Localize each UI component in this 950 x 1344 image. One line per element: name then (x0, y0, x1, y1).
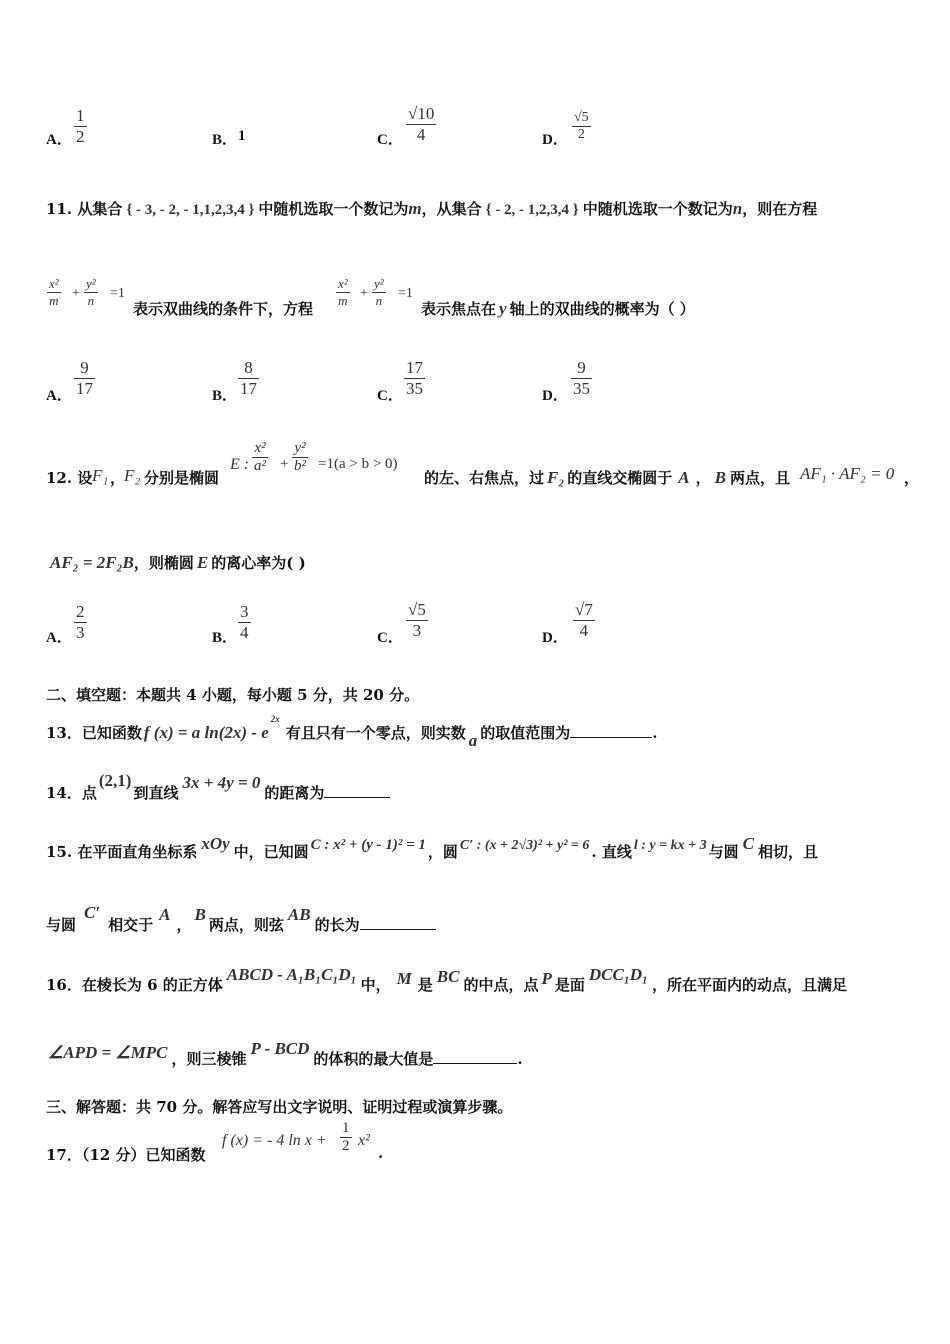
q11-option-b-fraction: $\frac{8}{17}$ (240, 358, 257, 398)
q11-mid2: ，从集合 (421, 200, 482, 218)
q13-answer-blank[interactable] (570, 737, 652, 738)
q10-option-a-fraction (74, 106, 87, 147)
q12-option-a-fraction: $\frac{2}{3}$ (76, 602, 85, 642)
q13-exp: 2x (270, 714, 280, 724)
q12-option-d-fraction: $\frac{√7}{4}$ (575, 600, 593, 640)
q14-answer-blank[interactable] (324, 797, 390, 798)
q12-comma: ， (110, 469, 126, 487)
q12-ellipse-frac-y: $\frac{\text{y²}}{\text{b²}}$ (294, 440, 306, 474)
q12-option-d-label: D． (542, 630, 568, 646)
q16-line1: 16．在棱长为 6 的正方体ABCD - A₁B₁C₁D₁中， M 是 BC 的中点，点 P 是面DCC₁D₁，所在平面内的动点，且满足 (46, 965, 847, 994)
q11-eq2-frac-y: $\frac{\text{y²}}{n}$ (374, 276, 384, 308)
q11-var-m: m (408, 199, 422, 218)
q10-option-b-label: B． (212, 132, 238, 148)
q12-ellipse-frac-x: $\frac{\text{x²}}{\text{a²}}$ (254, 440, 266, 474)
q12-ellipse-e: E : (230, 456, 250, 473)
q11-option-a-fraction: $\frac{9}{17}$ (76, 358, 93, 398)
q10-option-a-label: A． (46, 132, 72, 148)
q15-line1: 15. 在平面直角坐标系 xOy 中，已知圆 C : x² + (y - 1)² = 1 ，圆 C′ : (x + 2√3)² + y² = 6 . 直线 l : y = kx + 3 与圆 C 相切，且 (46, 834, 818, 861)
q17-x2: x² (358, 1132, 370, 1149)
q11-line2-mid: 表示双曲线的条件下，方程 (133, 300, 314, 318)
q12-option-c-fraction: $\frac{√5}{3}$ (408, 600, 426, 640)
q12-pt-b: B (714, 468, 726, 487)
q11-option-c-fraction: $\frac{17}{35}$ (406, 358, 423, 398)
q12-cond2: AF₂ = 2F₂B (50, 553, 134, 572)
q15-answer-blank[interactable] (360, 929, 436, 930)
q10-d-numerator: √5 (574, 110, 589, 125)
q13-line: 13．已知函数 f (x) = a $\ln(2x) - e^{2x}$有且只有一个零点，则实数 a 的取值范围为 . (46, 714, 658, 750)
q10-c-numerator: √10 (408, 104, 435, 123)
q11-mid1: 中随机选取一个数记为 (258, 200, 409, 218)
q16-line2: ∠APD = ∠MPC ，则三棱锥P - BCD的体积的最大值是 . (48, 1039, 523, 1068)
q17-prefix: 17．（12 分）已知函数 (46, 1146, 206, 1164)
q11-option-a-label: A． (46, 388, 72, 404)
q12-end1: ， (904, 469, 920, 487)
q11-var-n: n (732, 199, 743, 218)
q12-f1: F₁ (92, 466, 109, 485)
q16-cube: ABCD - A₁B₁C₁D₁ (226, 965, 357, 984)
q11-set1: { - 3, - 2, - 1,1,2,3,4 } (126, 202, 255, 218)
q14-line: 14．点(2,1)到直线3x + 4y = 0的距离为 (46, 782, 390, 803)
q11-option-b-label: B． (212, 388, 238, 404)
q10-option-d-fraction (572, 110, 591, 143)
q11-line1 (46, 198, 817, 219)
q11-var-y: y (499, 299, 507, 318)
q12-pt-a: A (678, 468, 690, 487)
q11-eq1-rhs: =1 (110, 286, 125, 301)
q17-period: . (378, 1144, 384, 1162)
q12-ellipse-rhs: =1(a > b > 0) (318, 456, 398, 472)
q10-option-c-label: C． (377, 132, 403, 148)
q15-circle-c2: C′ : (x + 2√3)² + y² = 6 (459, 838, 590, 853)
q12-mid1: 分别是椭圆 (144, 469, 220, 487)
q13-func: f (x) = a ln(2x) - e (143, 723, 269, 742)
q11-line2-rest: 表示焦点在 y 轴上的双曲线的概率为（ ） (421, 299, 695, 318)
q11-eq2-rhs: =1 (398, 286, 413, 301)
q11-eq2-frac-x: $\frac{\text{x²}}{m}$ (338, 276, 348, 308)
q10-a-denominator: 2 (76, 127, 85, 146)
q16-answer-blank[interactable] (433, 1063, 517, 1064)
q11-option-d-fraction: $\frac{9}{35}$ (573, 358, 590, 398)
q15-sys: xOy (201, 834, 230, 853)
q11-option-c-label: C． (377, 388, 403, 404)
q10-a-numerator: 1 (76, 106, 85, 125)
q11-eq1-plus: + (72, 286, 80, 301)
q10-option-b-value: 1 (238, 128, 246, 144)
q11-set2: { - 2, - 1,2,3,4 } (485, 202, 579, 218)
q12-dot-condition: AF₁ · AF₂ = 0 (800, 464, 895, 483)
q11-prefix: 11. 从集合 (46, 200, 123, 218)
q11-eq1-frac-y: $\frac{\text{y²}}{n}$ (86, 276, 96, 308)
q12-option-a-label: A． (46, 630, 72, 646)
q11-end: ，则在方程 (742, 200, 818, 218)
section2-title: 二、填空题：本题共 4 小题，每小题 5 分，共 20 分。 (46, 686, 420, 704)
q17-func: f (x) = - 4 ln x + (222, 1132, 327, 1149)
q13-var-a: a (468, 731, 478, 750)
q11-eq2-plus: + (360, 286, 368, 301)
q10-option-c-fraction (406, 104, 436, 145)
q12-ellipse-plus: + (280, 456, 289, 472)
q12-f2: F₂ (124, 466, 141, 485)
q15-line-l: l : y = kx + 3 (633, 838, 707, 853)
q10-d-denominator: 2 (572, 126, 591, 143)
q12-prefix: 12. 设 (46, 469, 93, 487)
q11-option-d-label: D． (542, 388, 568, 404)
q15-circle-c: C : x² + (y - 1)² = 1 (310, 837, 426, 853)
q12-line2: AF₂ = 2F₂B，则椭圆 E 的离心率为( ) (50, 553, 306, 572)
q14-point: (2,1) (98, 771, 132, 790)
q12-option-b-fraction: $\frac{3}{4}$ (240, 602, 249, 642)
q17-half-fraction: $\frac{1}{2}$ (342, 1120, 350, 1154)
q11-mid3: 中随机选取一个数记为 (582, 200, 733, 218)
q15-line2: 与圆C′相交于A，B两点，则弦AB的长为 (46, 914, 436, 935)
q12-option-b-label: B． (212, 630, 238, 646)
q14-line-eq: 3x + 4y = 0 (182, 773, 261, 792)
q12-option-c-label: C． (377, 630, 403, 646)
q12-line1-rest: 的左、右焦点，过 F₂ 的直线交椭圆于 A ， B 两点，且 (424, 468, 791, 487)
q10-option-d-label: D． (542, 132, 568, 148)
section3-title: 三、解答题：共 70 分。解答应写出文字说明、证明过程或演算步骤。 (46, 1098, 513, 1116)
q11-eq1-frac-x: $\frac{\text{x²}}{m}$ (49, 276, 59, 308)
q10-c-denominator: 4 (406, 124, 436, 145)
